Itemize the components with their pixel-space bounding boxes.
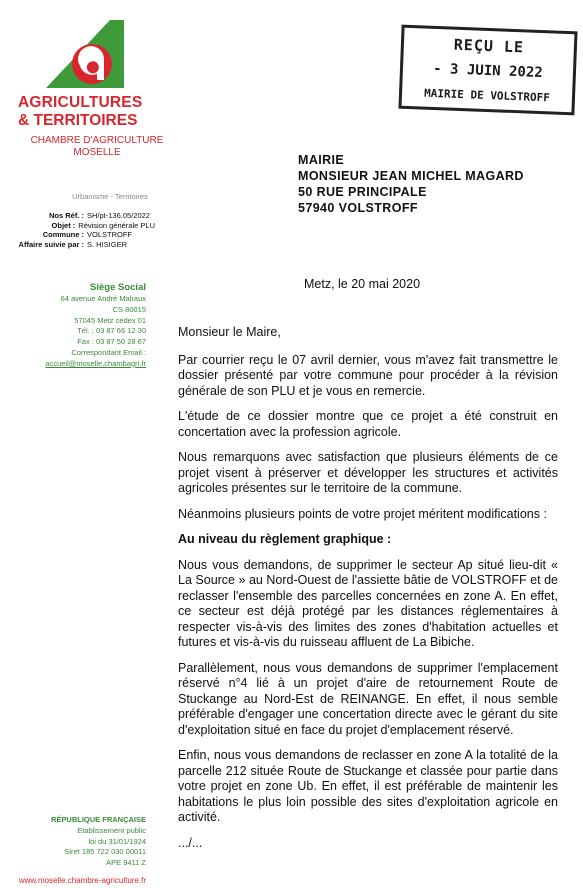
stamp-date: - 3 JUIN 2022 bbox=[432, 60, 544, 82]
recipient-address bbox=[298, 152, 524, 216]
reference-row bbox=[0, 221, 155, 231]
reference-value: SH/pt-136.05/2022 bbox=[87, 211, 150, 220]
letter-body bbox=[178, 325, 558, 861]
website-link[interactable]: www.moselle.chambre-agriculture.fr bbox=[18, 876, 146, 885]
reference-value: Révision générale PLU bbox=[78, 220, 155, 230]
reference-block bbox=[0, 211, 155, 249]
department-label: Urbanisme - Territoires bbox=[72, 192, 148, 201]
legal-line: Etablissement public bbox=[77, 825, 146, 835]
paragraph-1: Par courrier reçu le 07 avril dernier, vous m'avez fait transmettre le dossier présenté par votre commune pour procéder à la révision générale de son PLU et je vous en remercie. bbox=[178, 352, 558, 398]
reference-label: Affaire suivie par : bbox=[18, 239, 84, 249]
greeting: Monsieur le Maire, bbox=[178, 325, 281, 339]
received-stamp bbox=[398, 25, 577, 116]
chamber-logo-mark bbox=[40, 16, 130, 102]
section-heading: Au niveau du règlement graphique : bbox=[178, 532, 392, 546]
paragraph-5: Nous vous demandons, de supprimer le secteur Ap situé lieu-dit « La Source » au Nord-Ouest de l'assiette bâtie de VOLSTROFF et de reclasser l'ensemble des parcelles concernées en zone A. En effet, ce secteur est déjà protégé par les distances réglementaires à respecter vis-à-vis des limites des zones d'habitation actuelles et futures et vis-à-vis du ruisseau affluent de La Bibiche. bbox=[178, 557, 558, 649]
stamp-mairie: MAIRIE DE VOLSTROFF bbox=[423, 86, 551, 105]
continuation-mark: .../... bbox=[178, 835, 203, 850]
recipient-line-2: MONSIEUR JEAN MICHEL MAGARD bbox=[298, 169, 524, 183]
reference-label: Nos Réf. : bbox=[48, 211, 84, 220]
reference-label: Commune : bbox=[42, 230, 84, 239]
logo-subtitle-line1: CHAMBRE D'AGRICULTURE bbox=[30, 135, 164, 146]
legal-line: Siret 185 722 030 00011 bbox=[64, 847, 146, 857]
recipient-line-4: 57940 VOLSTROFF bbox=[298, 201, 418, 215]
paragraph-7: Enfin, nous vous demandons de reclasser en zone A la totalité de la parcelle 212 située Route de Stuckange et classée pour partie dans votre projet en zone Ub. En effet, il est préférable de maintenir les habitations le plus loin possible des sites d'exploitation agricole en activité. bbox=[178, 748, 558, 824]
legal-info-block bbox=[0, 815, 146, 869]
stamp-received-label: REÇU LE bbox=[453, 35, 525, 57]
paragraph-6: Parallèlement, nous vous demandons de supprimer l'emplacement réservé n°4 lié à un projet d'aire de retournement Route de Stuckange au Nord-Est de REINANGE. En effet, il nous semble préférable d'engager une concertation directe avec le gérant du site d'exploitation situé en face du projet d'emplacement réservé. bbox=[178, 660, 558, 737]
republic-title: RÉPUBLIQUE FRANÇAISE bbox=[50, 815, 146, 824]
reference-value: S. HISIGER bbox=[87, 239, 128, 249]
head-office-title: Siège Social bbox=[90, 282, 146, 293]
head-office-line: CS 80015 bbox=[112, 304, 146, 314]
logo-title-line2: & TERRITOIRES bbox=[18, 112, 138, 129]
reference-label: Objet : bbox=[51, 220, 76, 230]
head-office-block bbox=[0, 282, 146, 370]
head-office-line: Correspondant Email : bbox=[71, 347, 146, 357]
reference-value: VOLSTROFF bbox=[87, 230, 133, 239]
head-office-email-link[interactable]: accueil@moselle.chambagri.fr bbox=[45, 358, 146, 368]
logo-subtitle-line2: MOSELLE bbox=[73, 147, 121, 158]
head-office-line: Fax : 03 87 50 28 67 bbox=[77, 337, 146, 347]
legal-line: APE 9411 Z bbox=[106, 858, 146, 868]
recipient-line-1: MAIRIE bbox=[298, 153, 345, 167]
recipient-line-3: 50 RUE PRINCIPALE bbox=[298, 185, 427, 199]
head-office-line: Tél. : 03 87 66 12 30 bbox=[77, 326, 146, 336]
paragraph-3: Nous remarquons avec satisfaction que plusieurs éléments de ce projet visent à préserver et développer les structures et activités agricoles présentes sur le territoire de la commune. bbox=[178, 450, 558, 495]
legal-line: loi du 31/01/1924 bbox=[88, 836, 146, 846]
reference-row bbox=[0, 211, 155, 221]
head-office-line: 57045 Metz cedex 01 bbox=[74, 315, 146, 325]
reference-row bbox=[0, 230, 155, 240]
head-office-line: 64 avenue André Malraux bbox=[60, 294, 146, 303]
paragraph-2: L'étude de ce dossier montre que ce projet a été construit en concertation avec la profession agricole. bbox=[178, 409, 558, 439]
paragraph-4: Néanmoins plusieurs points de votre projet méritent modifications : bbox=[178, 506, 547, 521]
reference-row bbox=[0, 240, 155, 250]
letter-date: Metz, le 20 mai 2020 bbox=[304, 277, 421, 291]
logo-title-line1: AGRICULTURES bbox=[18, 94, 143, 111]
